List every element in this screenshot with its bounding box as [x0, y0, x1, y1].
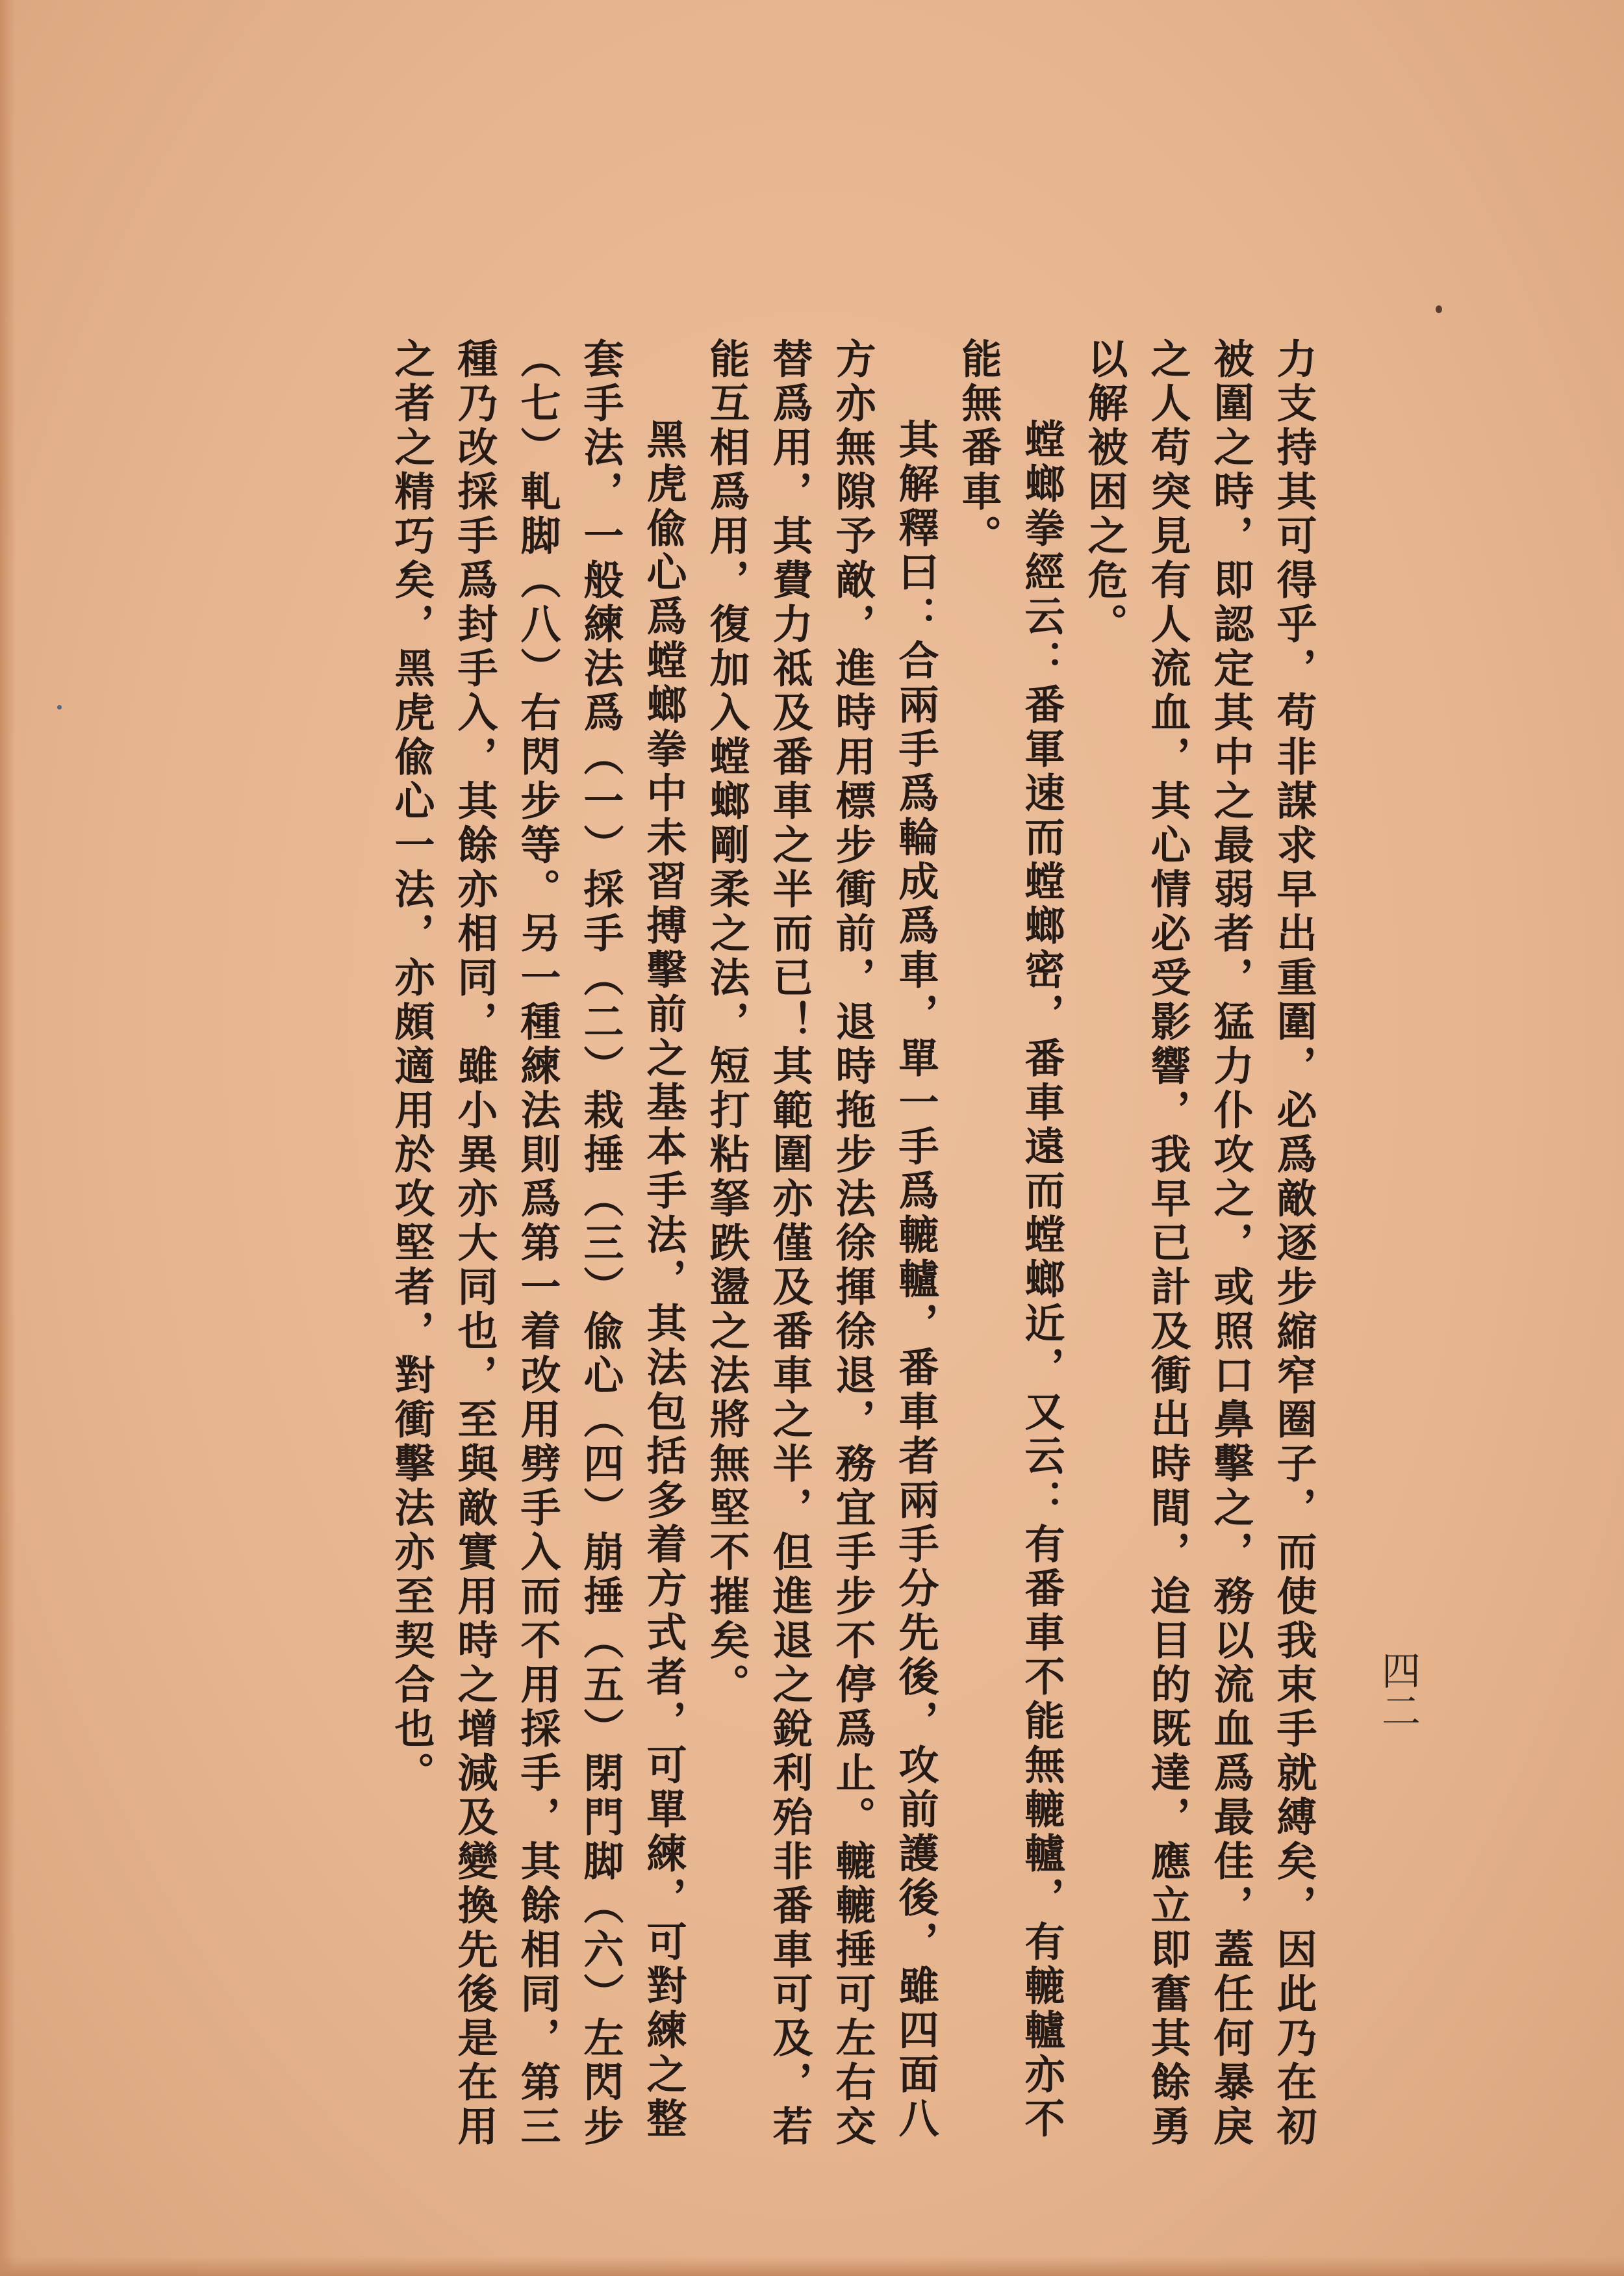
paragraph: 螳螂拳經云：番軍速而螳螂密，番車遠而螳螂近，又云：有番車不能無轆轤，有轆轤亦不能無番車。	[955, 338, 1065, 2142]
body-text	[380, 338, 1325, 2157]
paper-speck	[1436, 305, 1442, 313]
page-edge-shadow-bottom	[0, 2257, 1624, 2276]
paragraph: 力支持其可得乎，苟非謀求早出重圍，必爲敵逐步縮窄圈子，而使我束手就縛矣，因此乃在初被圍之時，即認定其中之最弱者，猛力仆攻之，或照口鼻擊之，務以流血爲最佳，蓋任何暴戾之人苟突見有人流血，其心情必受影響，我早已計及衝出時間，迨目的既達，應立即奮其餘勇以解被困之危。	[1081, 338, 1317, 2149]
paragraph: 其解釋曰：合兩手爲輪成爲車，單一手爲轆轤，番車者兩手分先後，攻前護後，雖四面八方亦無隙予敵，進時用標步衝前，退時拖步法徐揮徐退，務宜手步不停爲止。轆轆捶可左右交替爲用，其費力祗及番車之半而已！其範圍亦僅及番車之半，但進退之銳利殆非番車可及，若能互相爲用，復加入螳螂剛柔之法，短打粘拏跌盪之法將無堅不摧矣。	[703, 338, 939, 2149]
paper-speck	[57, 705, 62, 710]
page-edge-shadow	[0, 0, 16, 2276]
paragraph: 黑虎偸心爲螳螂拳中未習搏擊前之基本手法，其法包括多着方式者，可單練，可對練之整套手法，一般練法爲（一）採手（二）栽捶（三）偸心（四）崩捶（五）閉門脚（六）左閃步（七）軋脚（八）右閃步等。另一種練法則爲第一着改用劈手入而不用採手，其餘相同，第三種乃改採手爲封手入，其餘亦相同，雖小異亦大同也，至與敵實用時之增減及變換先後是在用之者之精巧矣，黑虎偸心一法，亦頗適用於攻堅者，對衝擊法亦至契合也。	[388, 338, 687, 2149]
page-number: 四二	[1375, 1650, 1421, 1731]
